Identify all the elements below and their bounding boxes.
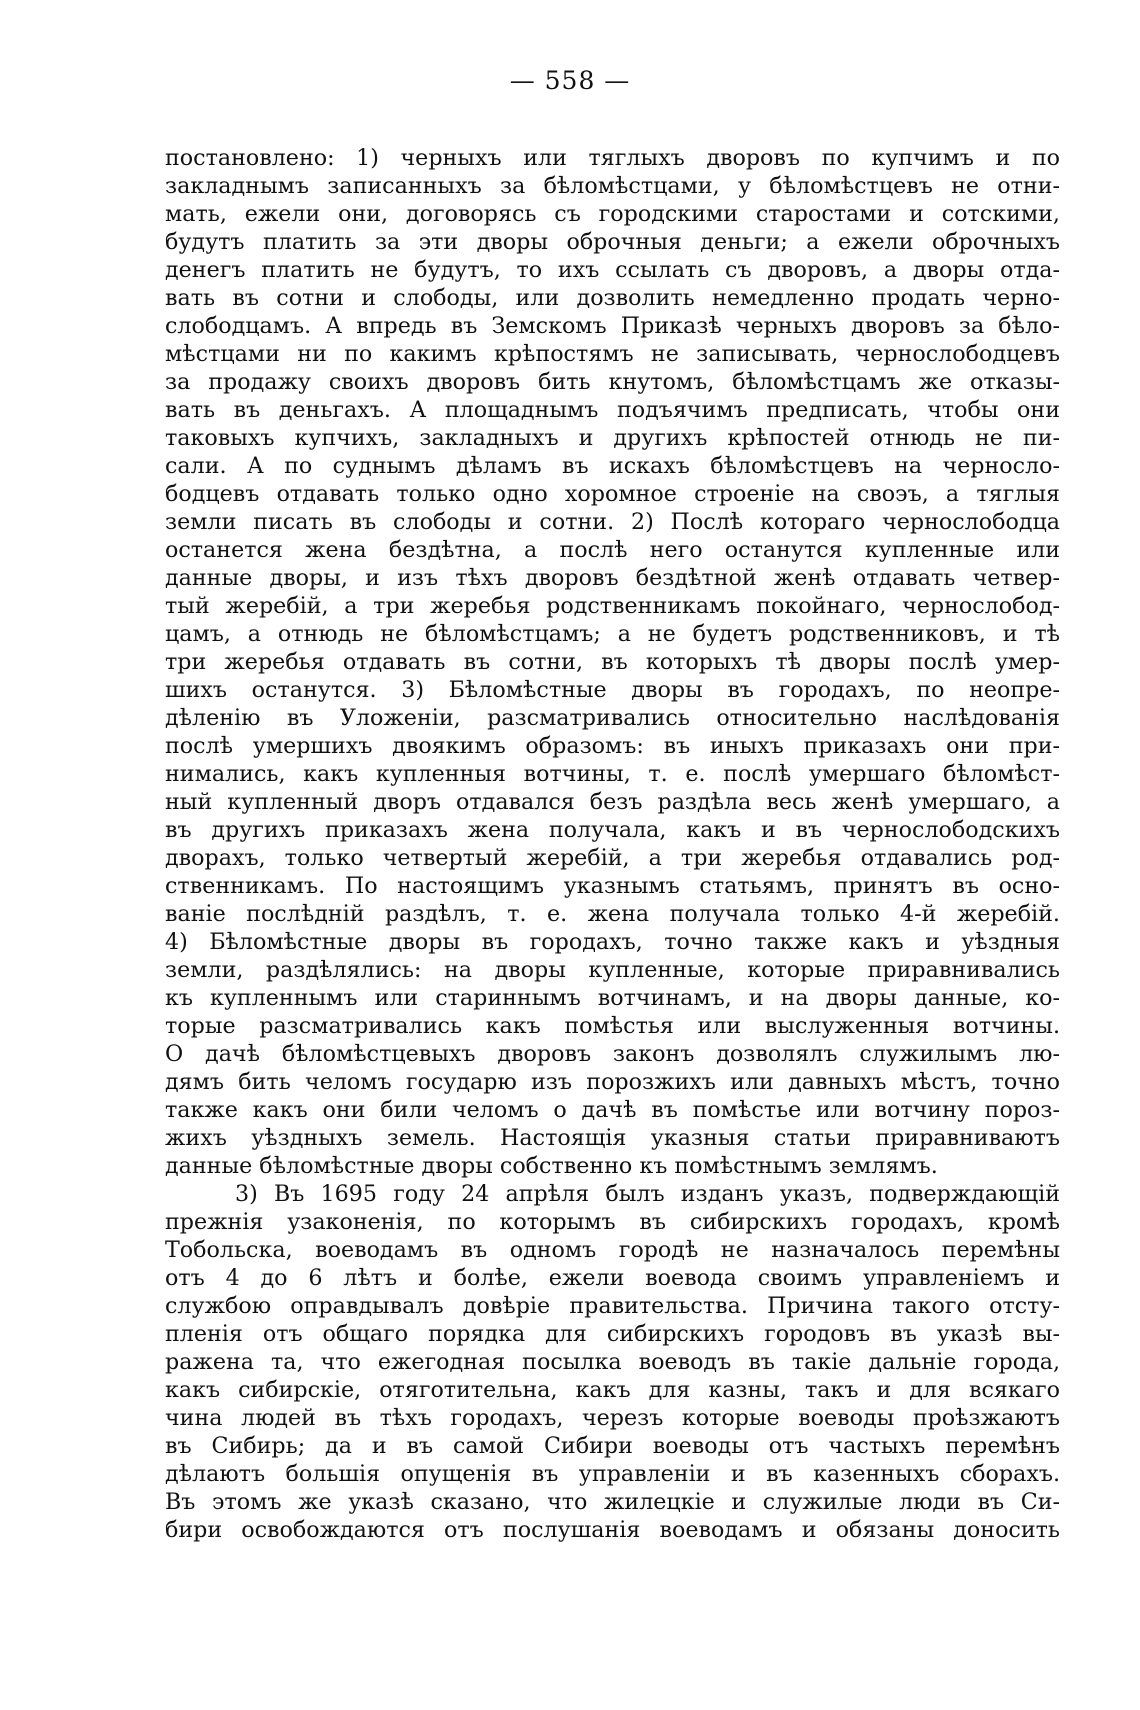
body-text [165, 144, 1060, 1544]
text-line: въ Сибирь; да и въ самой Сибири воеводы отъ частыхъ перемѣнъ [165, 1433, 1060, 1459]
text-line: ственникамъ. По настоящимъ указнымъ статьямъ, принятъ въ осно- [165, 873, 1060, 899]
text-line: вать въ сотни и слободы, или дозволить немедленно продать черно- [165, 285, 1060, 311]
text-line: торые разсматривались какъ помѣстья или выслуженныя вотчины. [165, 1013, 1060, 1039]
text-line: О дачѣ бѣломѣстцевыхъ дворовъ законъ дозволялъ служилымъ лю- [165, 1041, 1060, 1067]
text-line: бодцевъ отдавать только одно хоромное строеніе на своэъ, а тяглыя [165, 481, 1060, 507]
text-line: сали. А по суднымъ дѣламъ въ искахъ бѣломѣстцевъ на черносло- [165, 453, 1060, 479]
text-line: дѣлаютъ большія опущенія въ управленіи и въ казенныхъ сборахъ. [165, 1461, 1060, 1487]
text-line: отъ 4 до 6 лѣтъ и болѣе, ежели воевода своимъ управленіемъ и [165, 1265, 1060, 1291]
text-line: тый жеребій, а три жеребья родственникамъ покойнаго, чернослобод- [165, 593, 1060, 619]
text-line: въ другихъ приказахъ жена получала, какъ и въ чернослободскихъ [165, 817, 1060, 843]
text-line: послѣ умершихъ двоякимъ образомъ: въ иныхъ приказахъ они при- [165, 733, 1060, 759]
text-line: слободцамъ. А впредь въ Земскомъ Приказѣ черныхъ дворовъ за бѣло- [165, 313, 1060, 339]
text-line: бири освобождаются отъ послушанія воеводамъ и обязаны доносить [165, 1517, 1060, 1543]
text-line: дворахъ, только четвертый жеребій, а три жеребья отдавались род- [165, 845, 1060, 871]
text-line: вать въ деньгахъ. А площаднымъ подъячимъ предписать, чтобы они [165, 397, 1060, 423]
text-line: за продажу своихъ дворовъ бить кнутомъ, бѣломѣстцамъ же отказы- [165, 369, 1060, 395]
text-line: 3) Въ 1695 году 24 апрѣля былъ изданъ указъ, подверждающій [235, 1181, 1060, 1207]
text-line: будутъ платить за эти дворы оброчныя деньги; а ежели оброчныхъ [165, 229, 1060, 255]
text-line: дѣленію въ Уложеніи, разсматривались относительно наслѣдованія [165, 705, 1060, 731]
text-line: таковыхъ купчихъ, закладныхъ и другихъ крѣпостей отнюдь не пи- [165, 425, 1060, 451]
text-line: чина людей въ тѣхъ городахъ, черезъ которые воеводы проѣзжаютъ [165, 1405, 1060, 1431]
text-line: Тобольска, воеводамъ въ одномъ городѣ не назначалось перемѣны [165, 1237, 1060, 1263]
text-line: пленія отъ общаго порядка для сибирскихъ городовъ въ указѣ вы- [165, 1321, 1060, 1347]
text-line: нимались, какъ купленныя вотчины, т. е. послѣ умершаго бѣломѣст- [165, 761, 1060, 787]
text-line: ный купленный дворъ отдавался безъ раздѣла весь женѣ умершаго, а [165, 789, 1060, 815]
text-line: денегъ платить не будутъ, то ихъ ссылать съ дворовъ, а дворы отда- [165, 257, 1060, 283]
text-line: шихъ останутся. 3) Бѣломѣстные дворы въ городахъ, по неопре- [165, 677, 1060, 703]
text-line: данные бѣломѣстные дворы собственно къ помѣстнымъ землямъ. [165, 1153, 938, 1179]
text-line: къ купленнымъ или стариннымъ вотчинамъ, и на дворы данные, ко- [165, 985, 1060, 1011]
text-line: постановлено: 1) черныхъ или тяглыхъ дворовъ по купчимъ и по [165, 145, 1060, 171]
text-line: мать, ежели они, договорясь съ городскими старостами и сотскими, [165, 201, 1060, 227]
page-number: — 558 — [509, 66, 631, 95]
text-line: закладнымъ записанныхъ за бѣломѣстцами, у бѣломѣстцевъ не отни- [165, 173, 1060, 199]
text-line: службою оправдывалъ довѣріе правительства. Причина такого отсту- [165, 1293, 1060, 1319]
text-line: земли, раздѣлялись: на дворы купленные, которые приравнивались [165, 957, 1060, 983]
text-line: ражена та, что ежегодная посылка воеводъ въ такіе дальніе города, [165, 1349, 1060, 1375]
text-line: какъ сибирскіе, отяготительна, какъ для казны, такъ и для всякаго [165, 1377, 1060, 1403]
text-line: данные дворы, и изъ тѣхъ дворовъ бездѣтной женѣ отдавать четвер- [165, 565, 1060, 591]
text-line: ваніе послѣдній раздѣлъ, т. е. жена получала только 4-й жеребій. [165, 901, 1060, 927]
text-line: жихъ уѣздныхъ земель. Настоящія указныя статьи приравниваютъ [165, 1125, 1060, 1151]
text-line: 4) Бѣломѣстные дворы въ городахъ, точно также какъ и уѣздныя [165, 929, 1060, 955]
text-line: три жеребья отдавать въ сотни, въ которыхъ тѣ дворы послѣ умер- [165, 649, 1060, 675]
text-line: земли писать въ слободы и сотни. 2) Послѣ котораго чернослободца [165, 509, 1060, 535]
text-line: также какъ они били челомъ о дачѣ въ помѣстье или вотчину пороз- [165, 1097, 1060, 1123]
text-line: дямъ бить челомъ государю изъ порозжихъ или давныхъ мѣстъ, точно [165, 1069, 1060, 1095]
text-line: цамъ, а отнюдь не бѣломѣстцамъ; а не будетъ родственниковъ, и тѣ [165, 621, 1060, 647]
text-line: Въ этомъ же указѣ сказано, что жилецкіе и служилые люди въ Си- [165, 1489, 1060, 1515]
text-line: мѣстцами ни по какимъ крѣпостямъ не записывать, чернослободцевъ [165, 341, 1060, 367]
text-line: прежнія узаконенія, по которымъ въ сибирскихъ городахъ, кромѣ [165, 1209, 1060, 1235]
text-line: останется жена бездѣтна, а послѣ него останутся купленные или [165, 537, 1060, 563]
